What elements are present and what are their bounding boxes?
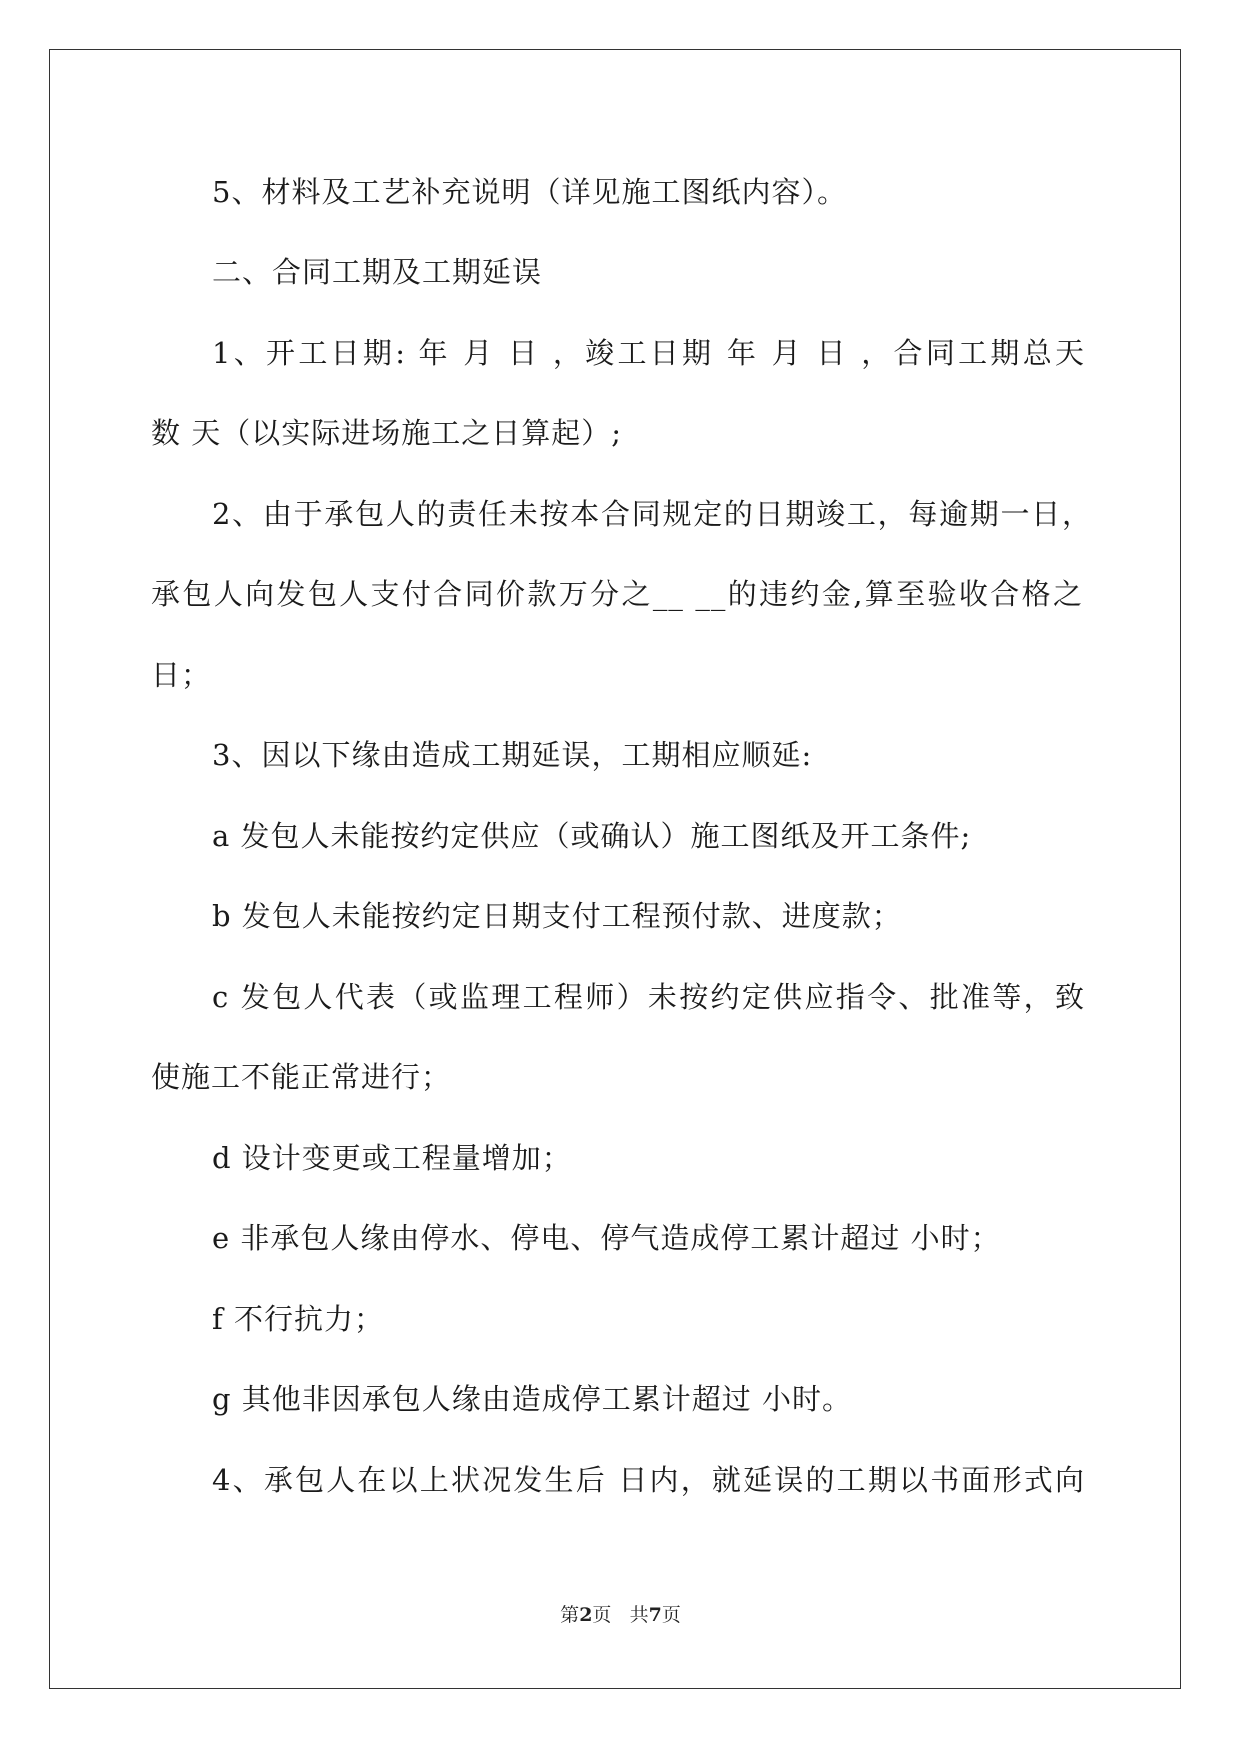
footer-prefix: 第 — [560, 1604, 580, 1626]
list-item: f 不行抗力； — [212, 1302, 384, 1336]
page-border — [49, 49, 1181, 1689]
paragraph-line: 承包人向发包人支付合同价款万分之__ __的违约金,算至验收合格之 — [151, 577, 1083, 611]
paragraph-line: 数 天（以实际进场施工之日算起）; — [151, 416, 622, 450]
paragraph-line: 日； — [151, 658, 212, 692]
list-item: a 发包人未能按约定供应（或确认）施工图纸及开工条件; — [212, 819, 972, 853]
total-page-number: 7 — [648, 1604, 662, 1626]
paragraph-line: 1、开工日期: 年 月 日 ，竣工日期 年 月 日 ，合同工期总天 — [212, 336, 1085, 370]
list-item: d 设计变更或工程量增加； — [212, 1141, 572, 1175]
paragraph-line: 2、由于承包人的责任未按本合同规定的日期竣工，每逾期一日， — [212, 497, 1092, 531]
list-item: e 非承包人缘由停水、停电、停气造成停工累计超过 小时； — [212, 1221, 1001, 1255]
list-item: b 发包人未能按约定日期支付工程预付款、进度款； — [212, 899, 902, 933]
list-item: g 其他非因承包人缘由造成停工累计超过 小时。 — [212, 1382, 853, 1416]
paragraph-line: 使施工不能正常进行； — [151, 1060, 452, 1094]
paragraph-line: 5、材料及工艺补充说明（详见施工图纸内容）。 — [212, 175, 847, 209]
footer-total-prefix: 共 — [629, 1604, 649, 1626]
current-page-number: 2 — [579, 1604, 593, 1626]
footer-page-suffix: 页 — [592, 1604, 612, 1626]
footer-total-suffix: 页 — [661, 1604, 681, 1626]
section-heading: 二、合同工期及工期延误 — [212, 255, 543, 289]
paragraph-line: 4、承包人在以上状况发生后 日内，就延误的工期以书面形式向 — [212, 1463, 1085, 1497]
page-footer — [0, 1603, 1241, 1627]
paragraph-line: 3、因以下缘由造成工期延误，工期相应顺延: — [212, 738, 813, 772]
list-item: c 发包人代表（或监理工程师）未按约定供应指令、批准等，致 — [212, 980, 1085, 1014]
